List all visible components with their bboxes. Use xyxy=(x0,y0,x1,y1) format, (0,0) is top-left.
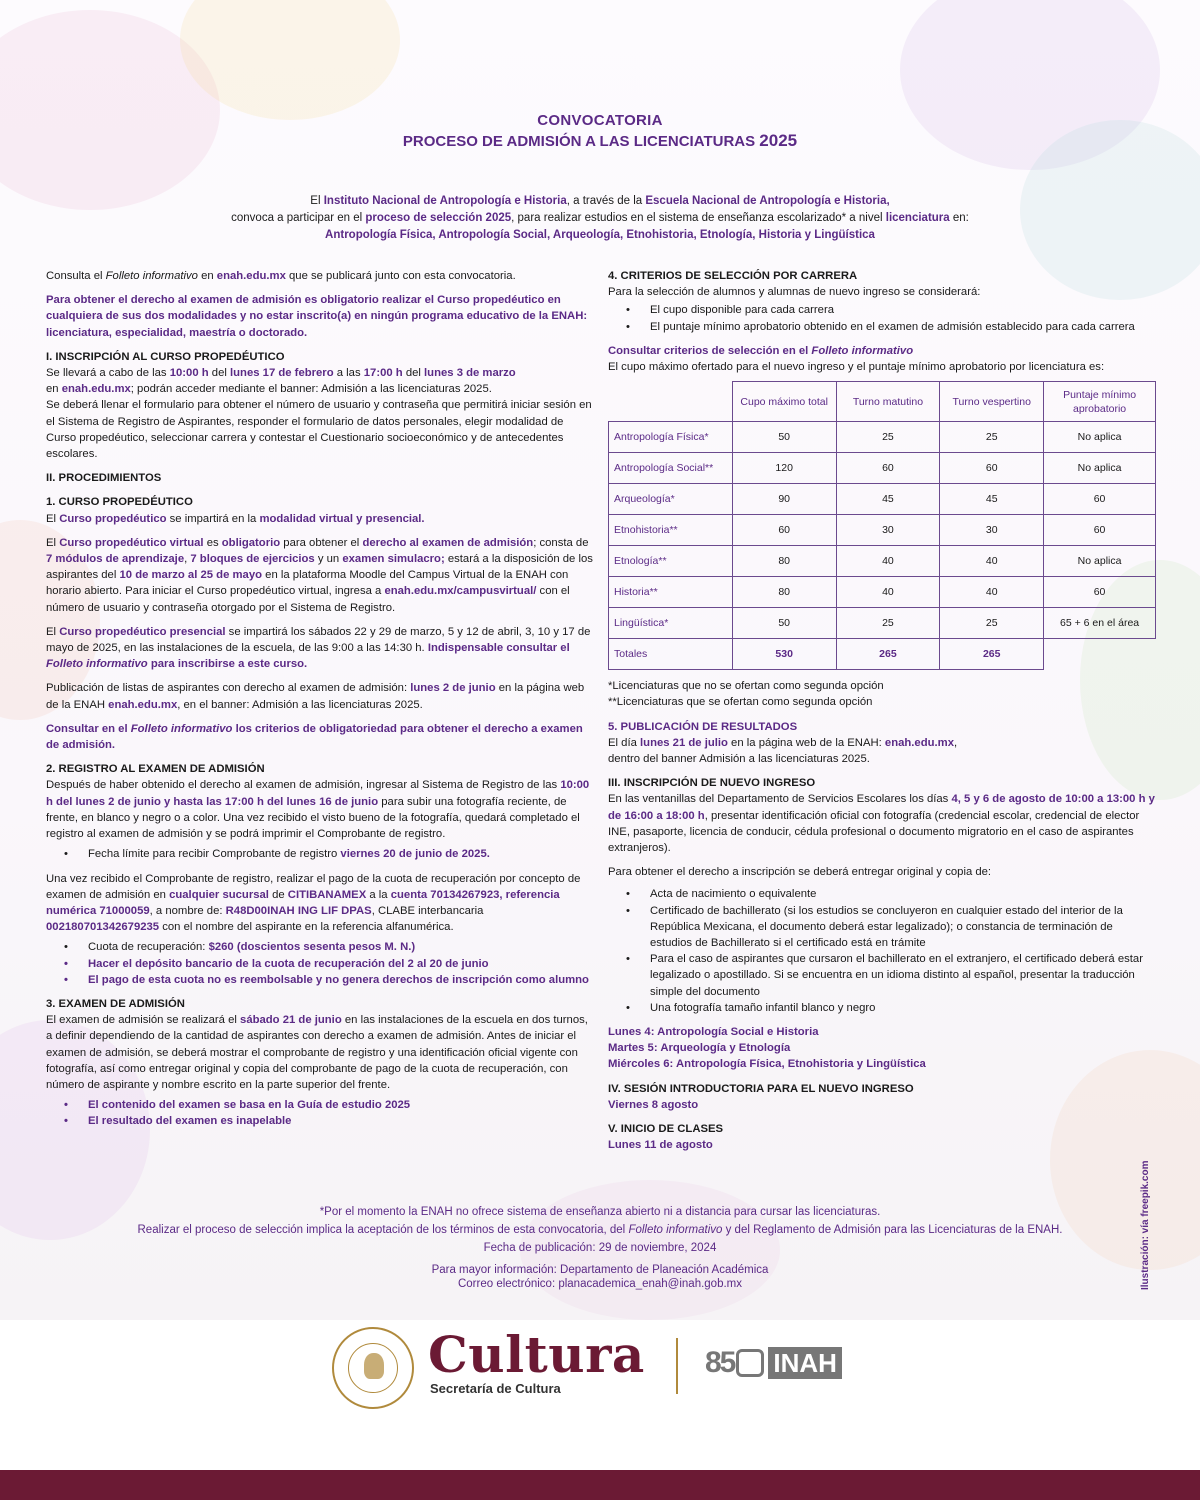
table-cell: 65 + 6 en el área xyxy=(1044,608,1156,639)
section-resultados-title: 5. PUBLICACIÓN DE RESULTADOS xyxy=(608,720,798,733)
criterios-folleto-note: Consultar criterios de selección en el Folleto informativo xyxy=(608,344,914,357)
table-cell: 25 xyxy=(836,422,940,453)
cultura-logo: Cultura xyxy=(428,1325,645,1384)
illustration-credit: Ilustración: vía freepik.com xyxy=(1140,1160,1151,1290)
table-cell: 60 xyxy=(836,453,940,484)
list-item: • El pago de esta cuota no es reembolsable y no genera derechos de inscripción como alumno xyxy=(46,972,594,988)
registro-list xyxy=(46,846,594,862)
clases-date: Lunes 11 de agosto xyxy=(608,1139,713,1152)
left-column: Consulta el Folleto informativo en enah.edu.mx que se publicará junto con esta convocatoria. Para obtener el derecho al examen de admisión es obligatorio realizar el Curso propedéutico en cualquiera de sus dos modalidades y no estar inscrito(a) en ningún programa educativo de la ENAH: licenciatura, especialidad, maestría o doctorado. I. INSCRIPCIÓN AL CURSO PROPEDÉUTICO Se llevará a cabo de las 10:00 h del lunes 17 de febrero a las 17:00 h del lunes 3 de marzo en enah.edu.mx; podrán acceder mediante el banner: Admisión a las licenciaturas 2025. Se deberá llenar el formulario para obtener el número de usuario y contraseña que permitirá iniciar sesión en el Sistema de Registro de Aspirantes, responder el formulario de datos personales, elegir modalidad de Curso propedéutico, seleccionar carrera y contestar el Cuestionario socioeconómico y de antecedentes escolares. II. PROCEDIMIENTOS 1. CURSO PROPEDÉUTICO El Curso propedéutico se impartirá en la modalidad virtual y presencial. El Curso propedéutico virtual es obligatorio para obtener el derecho al examen de admisión; consta de 7 módulos de aprendizaje, 7 bloques de ejercicios y un examen simulacro; estará a la disposición de los aspirantes del 10 de marzo al 25 de mayo en la plataforma Moodle del Campus Virtual de la ENAH con horario abierto. Para iniciar el Curso propedéutico virtual, ingresa a enah.edu.mx/campusvirtual/ con el número de usuario y contraseña otorgado por el Sistema de Registro. El Curso propedéutico presencial se impartirá los sábados 22 y 29 de marzo, 5 y 12 de abril, 3, 10 y 17 de mayo de 2025, en las instalaciones de la escuela, de las 9:00 a las 14:30 h. Indispensable consultar el Folleto informativo para inscribirse a este curso. Publicación de listas de aspirantes con derecho al examen de admisión: lunes 2 de junio en la página web de la ENAH enah.edu.mx, en el banner: Admisión a las licenciaturas 2025. Consultar en el Folleto informativo los criterios de obligatoriedad para obtener el derecho a examen de admisión. 2. REGISTRO AL EXAMEN DE ADMISIÓN Después de haber obtenido el derecho al examen de admisión, ingresar al Sistema de Registro de las 10:00 h del lunes 2 de junio y hasta las 17:00 h del lunes 16 de junio para subir una fotografía reciente, de frente, en blanco y negro o a color. Una vez recibido el visto bueno de la fotografía, quedará completado el registro al examen de admisión y se podrá imprimir el Comprobante de registro. • Fecha límite para recibir Comprobante de registro viernes 20 de junio de 2025. Una vez recibido el Comprobante de registro, realizar el pago de la cuota de recuperación por concepto de examen de admisión en cualquier sucursal de CITIBANAMEX a la cuenta 70134267923, referencia numérica 71000059, a nombre de: R48D00INAH ING LIF DPAS, CLABE interbancaria 002180701342679235 con el nombre del aspirante en la referencia alfanumérica. • Cuota de recuperación: $260 (doscientos sesenta pesos M. N.) • Hacer el depósito bancario de la cuota de recuperación del 2 al 20 de junio • El pago de esta cuota no es reembolsable y no genera derechos de inscripción como alumno 3. EXAMEN DE ADMISIÓN El examen de admisión se realizará el sábado 21 de junio en las instalaciones de la escuela en dos turnos, a definir dependiendo de la cantidad de aspirantes con derecho a examen de admisión. Antes de iniciar el examen de admisión, se deberá mostrar el comprobante de registro y una identificación oficial vigente con fotografía, así como entregar original y copia del comprobante de pago de la cuota de recuperación, con número de aspirante y nombre escrito en la parte superior del frente. • El contenido del examen se basa en la Guía de estudio 2025 • El resultado del examen es inapelable xyxy=(46,268,594,1138)
inah-85-label: 85 xyxy=(705,1346,735,1379)
table-row xyxy=(609,422,1156,453)
section-examen-title: 3. EXAMEN DE ADMISIÓN xyxy=(46,997,185,1010)
secretaria-label: Secretaría de Cultura xyxy=(430,1381,561,1396)
career-name-cell: Etnohistoria** xyxy=(609,515,733,546)
table-cell: 40 xyxy=(836,546,940,577)
day-schedule-2: Martes 5: Arqueología y Etnología xyxy=(608,1042,791,1055)
list-item: • Para el caso de aspirantes que cursaron el bachillerato en el extranjero, el certificado deberá estar legalizado o apostillado. Si se encuentra en un idioma distinto al español, presentar la traducción simple del documento xyxy=(608,951,1156,1000)
note-single: *Licenciaturas que no se ofertan como segunda opción xyxy=(608,680,884,693)
criterios-table xyxy=(608,381,1156,670)
curso-presencial-paragraph: El Curso propedéutico presencial se impartirá los sábados 22 y 29 de marzo, 5 y 12 de abril, 3, 10 y 17 de mayo de 2025, en las instalaciones de la escuela, de las 9:00 a las 14:30 h. Indispensable consultar el Folleto informativo para inscribirse a este curso. xyxy=(46,625,591,671)
mexico-seal-icon xyxy=(332,1327,414,1409)
section-criterios-title: 4. CRITERIOS DE SELECCIÓN POR CARRERA xyxy=(608,270,858,282)
career-name-cell: Lingüística* xyxy=(609,608,733,639)
col-header-puntaje: Puntaje mínimo aprobatorio xyxy=(1044,382,1156,422)
page-title xyxy=(0,112,1200,151)
listas-paragraph: Publicación de listas de aspirantes con derecho al examen de admisión: lunes 2 de junio en la página web de la ENAH enah.edu.mx, en el banner: Admisión a las licenciaturas 2025. xyxy=(46,682,585,711)
enah-link[interactable]: enah.edu.mx xyxy=(216,270,286,282)
curso-virtual-paragraph: El Curso propedéutico virtual es obligatorio para obtener el derecho al examen de admisión; consta de 7 módulos de aprendizaje, 7 bloques de ejercicios y un examen simulacro; estará a la disposición de los aspirantes del 10 de marzo al 25 de mayo en la plataforma Moodle del Campus Virtual de la ENAH con horario abierto. Para iniciar el Curso propedéutico virtual, ingresa a enah.edu.mx/campusvirtual/ con el número de usuario y contraseña otorgado por el Sistema de Registro. xyxy=(46,536,593,614)
career-name-cell: Etnología** xyxy=(609,546,733,577)
table-cell: 25 xyxy=(940,422,1044,453)
list-item: • El resultado del examen es inapelable xyxy=(46,1113,594,1129)
table-cell: No aplica xyxy=(1044,546,1156,577)
table-totals-row xyxy=(609,639,1156,670)
list-item: • Una fotografía tamaño infantil blanco y negro xyxy=(608,1000,1156,1016)
table-cell: 45 xyxy=(940,484,1044,515)
documentos-list xyxy=(608,886,1156,1016)
total-cell: 265 xyxy=(836,639,940,670)
inah-word: INAH xyxy=(768,1347,842,1379)
examen-list xyxy=(46,1097,594,1129)
table-cell: 90 xyxy=(732,484,836,515)
section-inscripcion-dates: Se llevará a cabo de las 10:00 h del lunes 17 de febrero a las 17:00 h del lunes 3 de marzo xyxy=(46,367,516,380)
title-convocatoria: CONVOCATORIA xyxy=(537,112,663,129)
list-item: • El puntaje mínimo aprobatorio obtenido en el examen de admisión establecido para cada carrera xyxy=(608,319,1156,335)
table-cell: 60 xyxy=(732,515,836,546)
bottom-bar xyxy=(0,1470,1200,1500)
col-header-cupo: Cupo máximo total xyxy=(732,382,836,422)
table-cell: 30 xyxy=(836,515,940,546)
table-cell: 50 xyxy=(732,422,836,453)
table-row xyxy=(609,577,1156,608)
inah-logo xyxy=(705,1345,842,1381)
table-row xyxy=(609,515,1156,546)
career-name-cell: Arqueología* xyxy=(609,484,733,515)
cuota-list xyxy=(46,939,594,988)
table-cell: 60 xyxy=(1044,515,1156,546)
section-procedimientos-title: II. PROCEDIMIENTOS xyxy=(46,472,162,485)
career-name-cell: Antropología Física* xyxy=(609,422,733,453)
intro-paragraph: El Instituto Nacional de Antropología e Historia, a través de la Escuela Nacional de Antropología e Historia, convoca a participar en el proceso de selección 2025, para realizar estudios en el sistema de enseñanza escolarizado* a nivel licenciatura en: Antropología Física, Antropología Social, Arqueología, Etnohistoria, Etnología, Historia y Lingüística xyxy=(40,193,1160,244)
criterios-list xyxy=(608,302,1156,334)
table-row xyxy=(609,484,1156,515)
table-cell: 60 xyxy=(1044,577,1156,608)
list-item: • Fecha límite para recibir Comprobante de registro viernes 20 de junio de 2025. xyxy=(46,846,594,862)
list-item: • El cupo disponible para cada carrera xyxy=(608,302,1156,318)
section-sesion-title: IV. SESIÓN INTRODUCTORIA PARA EL NUEVO INGRESO xyxy=(608,1082,914,1095)
note-double: **Licenciaturas que se ofertan como segunda opción xyxy=(608,696,873,709)
total-cell: 265 xyxy=(940,639,1044,670)
table-cell: 45 xyxy=(836,484,940,515)
contact-email[interactable]: Correo electrónico: planacademica_enah@inah.gob.mx xyxy=(457,1278,742,1290)
requirement-note: Para obtener el derecho al examen de admisión es obligatorio realizar el Curso propedéutico en cualquiera de sus dos modalidades y no estar inscrito(a) en ningún programa educativo de la ENAH: licenciatura, especialidad, maestría o doctorado. xyxy=(46,294,588,339)
table-cell: No aplica xyxy=(1044,422,1156,453)
section-nuevo-ingreso-title: III. INSCRIPCIÓN DE NUEVO INGRESO xyxy=(608,777,816,790)
list-item: • Cuota de recuperación: $260 (doscientos sesenta pesos M. N.) xyxy=(46,939,594,955)
footer-note-terminos: Realizar el proceso de selección implica la aceptación de los términos de esta convocatoria, del Folleto informativo y del Reglamento de Admisión para las Licenciaturas de la ENAH. xyxy=(137,1224,1063,1236)
list-item: • El contenido del examen se basa en la Guía de estudio 2025 xyxy=(46,1097,594,1113)
table-row xyxy=(609,608,1156,639)
sesion-date: Viernes 8 agosto xyxy=(608,1098,699,1111)
table-cell: 80 xyxy=(732,577,836,608)
right-column: 4. CRITERIOS DE SELECCIÓN POR CARRERA Para la selección de alumnos y alumnas de nuevo ingreso se considerará: • El cupo disponible para cada carrera • El puntaje mínimo aprobatorio obtenido en el examen de admisión establecido para cada carrera Consultar criterios de selección en el Folleto informativo El cupo máximo ofertado para el nuevo ingreso y el puntaje mínimo aprobatorio por licenciatura es: Cupo máximo total Turno matutino Turno vespertino Puntaje mínimo aprobatorio Antropología Física* 50 25 25 No aplica Antropología Social** 120 60 60 No aplica Arqueología* 90 45 45 60 Etnohistoria** 60 30 30 60 Etnología** 80 40 40 No aplica Historia** 80 40 40 60 Lingüística* 50 25 25 65 + 6 en el área Totales 530 265 265 *Licenciaturas que no se ofertan como segunda opción **Licenciaturas que se ofertan como segunda opción 5. PUBLICACIÓN DE RESULTADOS El día lunes 21 de julio en la página web de la ENAH: enah.edu.mx, dentro del banner Admisión a las licenciaturas 2025. III. INSCRIPCIÓN DE NUEVO INGRESO En las ventanillas del Departamento de Servicios Escolares los días 4, 5 y 6 de agosto de 10:00 a 13:00 h y de 16:00 a 18:00 h, presentar identificación oficial con fotografía (credencial escolar, credencial de elector INE, pasaporte, licencia de conducir, cédula profesional o documento migratorio en el caso de aspirantes extranjeros). Para obtener el derecho a inscripción se deberá entregar original y copia de: • Acta de nacimiento o equivalente • Certificado de bachillerato (si los estudios se concluyeron en cualquier estado del interior de la República Mexicana, el documento deberá estar legalizado); o constancia de terminación de estudios de Bachillerato si el certificado está en trámite • Para el caso de aspirantes que cursaron el bachillerato en el extranjero, el certificado deberá estar legalizado o apostillado. Si se encuentra en un idioma distinto al español, presentar la traducción simple del documento • Una fotografía tamaño infantil blanco y negro Lunes 4: Antropología Social e Historia Martes 5: Arqueología y Etnología Miércoles 6: Antropología Física, Etnohistoria y Lingüística IV. SESIÓN INTRODUCTORIA PARA EL NUEVO INGRESO Viernes 8 agosto V. INICIO DE CLASES Lunes 11 de agosto xyxy=(608,268,1156,1154)
enah-link[interactable]: enah.edu.mx xyxy=(884,736,954,749)
col-header-matutino: Turno matutino xyxy=(836,382,940,422)
total-cell: 530 xyxy=(732,639,836,670)
enah-link[interactable]: enah.edu.mx xyxy=(108,698,178,711)
col-header-vespertino: Turno vespertino xyxy=(940,382,1044,422)
table-cell: 30 xyxy=(940,515,1044,546)
day-schedule-3: Miércoles 6: Antropología Física, Etnohistoria y Lingüística xyxy=(608,1058,926,1071)
obligatoriedad-note: Consultar en el Folleto informativo los criterios de obligatoriedad para obtener el derecho a examen de admisión. xyxy=(46,722,583,752)
table-cell: 25 xyxy=(836,608,940,639)
section-registro-title: 2. REGISTRO AL EXAMEN DE ADMISIÓN xyxy=(46,763,265,776)
campus-virtual-link[interactable]: enah.edu.mx/campusvirtual/ xyxy=(384,585,537,598)
table-cell: 120 xyxy=(732,453,836,484)
career-name-cell: Historia** xyxy=(609,577,733,608)
pago-paragraph: Una vez recibido el Comprobante de registro, realizar el pago de la cuota de recuperación por concepto de examen de admisión en cualquier sucursal de CITIBANAMEX a la cuenta 70134267923, referencia numérica 71000059, a nombre de: R48D00INAH ING LIF DPAS, CLABE interbancaria 002180701342679235 con el nombre del aspirante en la referencia alfanumérica. xyxy=(46,872,581,934)
careers-list: Antropología Física, Antropología Social, Arqueología, Etnohistoria, Etnología, Historia y Lingüística xyxy=(325,229,875,241)
table-cell: 60 xyxy=(1044,484,1156,515)
list-item: • Acta de nacimiento o equivalente xyxy=(608,886,1156,902)
publication-date: Fecha de publicación: 29 de noviembre, 2024 xyxy=(483,1242,717,1254)
section-inscripcion-title: I. INSCRIPCIÓN AL CURSO PROPEDÉUTICO xyxy=(46,350,285,363)
totals-label: Totales xyxy=(609,639,733,670)
table-row xyxy=(609,546,1156,577)
inah-glyph-icon xyxy=(736,1349,764,1377)
logo-divider xyxy=(676,1338,678,1394)
table-row xyxy=(609,453,1156,484)
footer-note-ensenanza: *Por el momento la ENAH no ofrece sistema de enseñanza abierto ni a distancia para cursar las licenciaturas. xyxy=(319,1206,881,1218)
list-item: • Hacer el depósito bancario de la cuota de recuperación del 2 al 20 de junio xyxy=(46,956,594,972)
folleto-note: Consulta el Folleto informativo en enah.edu.mx que se publicará junto con esta convocatoria. xyxy=(46,270,516,282)
enah-link[interactable]: enah.edu.mx xyxy=(61,383,131,396)
title-proceso: PROCESO DE ADMISIÓN A LAS LICENCIATURAS 2025 xyxy=(402,131,798,150)
table-cell: 50 xyxy=(732,608,836,639)
section-clases-title: V. INICIO DE CLASES xyxy=(608,1123,724,1136)
table-cell: 40 xyxy=(940,546,1044,577)
footer-notes xyxy=(0,1203,1200,1291)
table-cell: 40 xyxy=(836,577,940,608)
contact-department: Para mayor información: Departamento de Planeación Académica xyxy=(431,1264,769,1276)
table-cell: No aplica xyxy=(1044,453,1156,484)
table-header-row xyxy=(609,382,1156,422)
section-curso-title: 1. CURSO PROPEDÉUTICO xyxy=(46,496,193,509)
list-item: • Certificado de bachillerato (si los estudios se concluyeron en cualquier estado del interior de la República Mexicana, el documento deberá estar legalizado); o constancia de terminación de estudios de Bachillerato si el certificado está en trámite xyxy=(608,903,1156,952)
table-cell: 25 xyxy=(940,608,1044,639)
table-cell: 60 xyxy=(940,453,1044,484)
day-schedule-1: Lunes 4: Antropología Social e Historia xyxy=(608,1026,819,1039)
table-cell: 80 xyxy=(732,546,836,577)
career-name-cell: Antropología Social** xyxy=(609,453,733,484)
table-cell: 40 xyxy=(940,577,1044,608)
